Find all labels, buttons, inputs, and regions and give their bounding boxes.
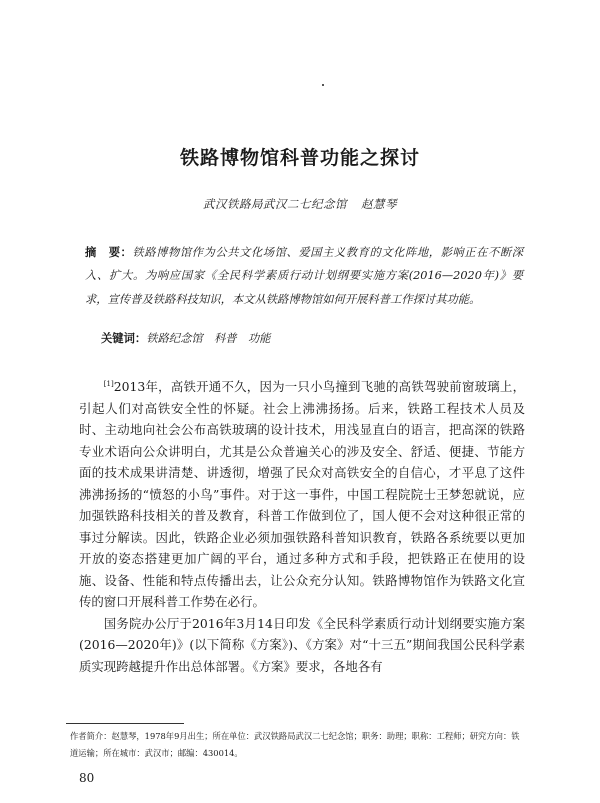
reference-mark: [1]: [103, 380, 114, 388]
abstract: [85, 241, 523, 311]
abstract-label: 摘 要：: [85, 246, 133, 259]
keywords-text: 铁路纪念馆 科普 功能: [146, 332, 271, 345]
body-paragraph-1: [79, 374, 525, 613]
abstract-text: 铁路博物馆作为公共文化场馆、爱国主义教育的文化阵地，影响正在不断深入、扩大。为响应国家《全民科学素质行动计划纲要实施方案(2016—2020年)》要求，宣传普及铁路科技知识，本文从铁路博物馆如何开展科普工作探讨其功能。: [85, 246, 523, 306]
body-paragraph-2: 国务院办公厅于2016年3月14日印发《全民科学素质行动计划纲要实施方案(2016—2020年)》(以下简称《方案》)、《方案》对“十三五”期间我国公民科学素质实现跨越提升作出总体部署。《方案》要求，各地各有: [79, 615, 525, 674]
scan-speck: [322, 84, 324, 86]
author-line: [0, 196, 600, 212]
author-footnote: 作者简介：赵慧琴，1978年9月出生；所在单位：武汉铁路局武汉二七纪念馆；职务：助理；职称：工程师；研究方向：铁道运输；所在城市：武汉市；邮编：430014。: [70, 731, 520, 758]
article-title: 铁路博物馆科普功能之探讨: [179, 147, 420, 169]
author-name: 赵慧琴: [361, 197, 397, 211]
keywords: [101, 329, 521, 349]
body-paragraph-1-text: 2013年，高铁开通不久，因为一只小鸟撞到飞驰的高铁驾驶前窗玻璃上，引起人们对高铁安全性的怀疑。社会上沸沸扬扬。后来，铁路工程技术人员及时、主动地向社会公布高铁玻璃的设计技术，用浅显直白的语言，把高深的铁路专业术语向公众讲明白，尤其是公众普遍关心的涉及安全、舒适、便捷、节能方面的技术成果讲清楚、讲透彻，增强了民众对高铁安全的自信心，才平息了这件沸沸扬扬的“愤怒的小鸟”事件。对于这一事件，中国工程院院士王梦恕就说，应加强铁路科技相关的普及教育，科普工作做到位了，国人便不会对这种很正常的事过分解读。因此，铁路企业必须加强铁路科普知识教育，铁路各系统要以更加开放的姿态搭建更加广阔的平台，通过多种方式和手段，把铁路正在使用的设施、设备、性能和特点传播出去，让公众充分认知。铁路博物馆作为铁路文化宣传的窗口开展科普工作势在必行。: [79, 379, 525, 610]
affiliation: 武汉铁路局武汉二七纪念馆: [203, 197, 347, 211]
footnote-divider: [66, 723, 184, 724]
keywords-label: 关键词：: [101, 332, 147, 345]
page-number: 80: [79, 771, 95, 785]
body-text: [79, 374, 525, 677]
